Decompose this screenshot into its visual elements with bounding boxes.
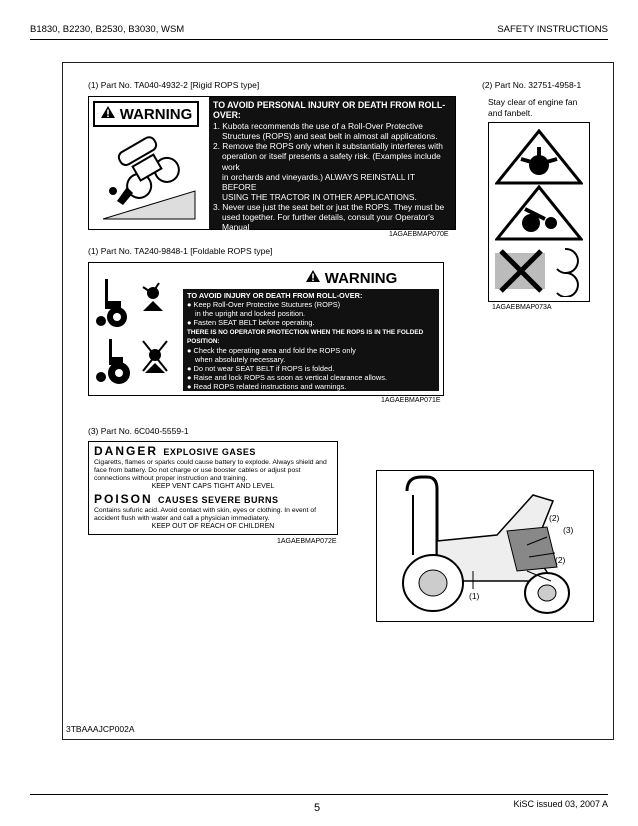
- keep-vent-caps: KEEP VENT CAPS TIGHT AND LEVEL: [151, 483, 275, 490]
- fan-belt-pictogram-set: [488, 122, 590, 302]
- danger-text: Cigaretts, flames or sparks could cause battery to explode. Always shield and face from battery. Do not charge or use booster cables or adjust post connections without proper instruction and training.: [94, 459, 327, 482]
- tractor-illustration-icon: [377, 471, 593, 621]
- warning-badge: [93, 101, 199, 127]
- warning-head: TO AVOID INJURY OR DEATH FROM ROLL-OVER:: [187, 291, 363, 300]
- danger-sub: EXPLOSIVE GASES: [163, 447, 256, 457]
- foldable-rops-warning-label: [88, 262, 444, 396]
- page-number: 5: [314, 802, 321, 814]
- fan-hazard-icon: [495, 129, 583, 190]
- header-rule: [30, 39, 608, 40]
- warning-line: or your local dealer.: [222, 232, 296, 243]
- part1-foldable-title: (1) Part No. TA240-9848-1 [Foldable ROPS type]: [88, 246, 273, 256]
- part1-code: 1AGAEBMAP070E: [389, 231, 449, 238]
- keep-out-of-reach: KEEP OUT OF REACH OF CHILDREN: [151, 522, 275, 530]
- warning-head: TO AVOID PERSONAL INJURY OR DEATH FROM ROLL-OVER:: [213, 100, 446, 121]
- warning-text: WARNING: [119, 105, 193, 123]
- warning-line: ● Read ROPS related instructions and warnings.: [187, 382, 347, 391]
- footer-rule: [30, 794, 608, 795]
- warning-line: operation or itself presents a safety risk. (Examples include work: [222, 151, 441, 172]
- keep-clear-icon: [493, 245, 585, 302]
- warning-line: used together. For further details, consult your Operator's Manual: [222, 212, 435, 233]
- warning-line: in orchards and vineyards.) ALWAYS REINSTALL IT BEFORE: [222, 171, 415, 192]
- callout-2a: (2): [549, 513, 560, 523]
- warning-line: ● Fasten SEAT BELT before operating.: [187, 318, 315, 327]
- poison-heading: [94, 492, 332, 507]
- danger-heading: [94, 444, 332, 459]
- part3-title: (3) Part No. 6C040-5559-1: [88, 426, 189, 436]
- warning-line: ● Raise and lock ROPS as soon as vertical clearance allows.: [187, 373, 387, 382]
- warning-line: USING THE TRACTOR IN OTHER APPLICATIONS.: [222, 191, 417, 202]
- rollover-pictogram-icon: [99, 131, 199, 228]
- part2-note-line2: and fanbelt.: [488, 108, 533, 118]
- warning-line: Structures (ROPS) and seat belt in almost all applications.: [222, 131, 438, 142]
- warning-instructions: [183, 289, 439, 391]
- warning-line: 1. Kubota recommends the use of a Roll-Over Protective: [213, 121, 423, 132]
- part3-code: 1AGAEBMAP072E: [277, 538, 337, 545]
- callout-1: (1): [469, 591, 480, 601]
- part1-title: (1) Part No. TA040-4932-2 [Rigid ROPS type]: [88, 80, 260, 90]
- rops-folded-pictogram-icon: [95, 335, 177, 394]
- part1-foldable-code: 1AGAEBMAP071E: [381, 397, 441, 404]
- danger-word: DANGER: [94, 444, 159, 458]
- warning-line: 2. Remove the ROPS only when it substantially interferes with: [213, 141, 443, 152]
- part2-title: (2) Part No. 32751-4958-1: [482, 80, 582, 90]
- warning-line: ● Do not wear SEAT BELT if ROPS is folded.: [187, 364, 335, 373]
- warning-text: WARNING: [324, 269, 398, 287]
- doc-code: 3TBAAAJCP002A: [66, 724, 135, 734]
- callout-2b: (2): [555, 555, 566, 565]
- poison-text: Contains sufuric acid. Avoid contact with skin, eyes or clothing. In event of accident flush with water and call a physician immediatery.: [94, 506, 317, 522]
- warning-badge: [263, 269, 439, 287]
- issue-info: KiSC issued 03, 2007 A: [513, 799, 608, 809]
- header-models: B1830, B2230, B2530, B3030, WSM: [30, 24, 185, 35]
- warning-subhead: THERE IS NO OPERATOR PROTECTION WHEN THE ROPS IS IN THE FOLDED POSITION:: [187, 329, 424, 345]
- warning-line: ● Check the operating area and fold the ROPS only: [187, 346, 356, 355]
- tractor-label-location-diagram: [376, 470, 594, 622]
- part2-note-line1: Stay clear of engine fan: [488, 97, 578, 107]
- warning-triangle-icon: [100, 105, 116, 123]
- belt-hazard-icon: [495, 185, 583, 246]
- callout-3: (3): [563, 525, 574, 535]
- rops-upright-pictogram-icon: [95, 275, 177, 338]
- warning-line: ● Keep Roll-Over Protective Stuctures (ROPS): [187, 300, 341, 309]
- warning-triangle-icon: [305, 269, 321, 287]
- poison-word: POISON: [94, 491, 153, 506]
- warning-line: in the upright and locked position.: [195, 309, 306, 318]
- battery-danger-label: [88, 441, 338, 535]
- warning-line: when absolutely necessary.: [195, 355, 286, 364]
- header-section: SAFETY INSTRUCTIONS: [497, 24, 608, 35]
- warning-line: 3. Never use just the seat belt or just the ROPS. They must be: [213, 201, 445, 212]
- poison-sub: CAUSES SEVERE BURNS: [158, 494, 279, 505]
- part2-code: 1AGAEBMAP073A: [492, 304, 552, 311]
